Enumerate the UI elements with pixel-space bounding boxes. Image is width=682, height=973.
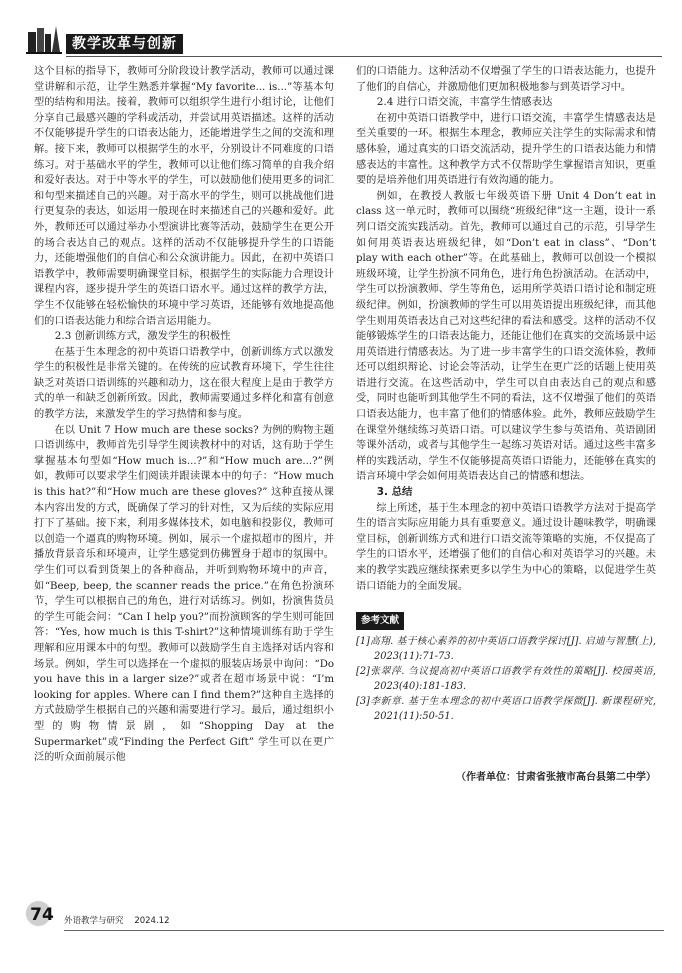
body-paragraph: 在以 Unit 7 How much are these socks? 为例的购物主题口语训练中，教师首先引导学生阅读教材中的对话，这有助于学生掌握基本句型如“How much is...?”和“How much are...?”例如，教师可以要求学生们阅读并跟读课本中的句子：“How much is this hat?”和“How much are these gloves?” 这种直接从课本内容出发的方式，既确保了学习的针对性，又为后续的实际应用打下了基础。接下来，利用多媒体技术，如电脑和投影仪，教师可以创造一个逼真的购物环境。例如，展示一个虚拟超市的图片，并播放背景音乐和环境声，让学生感觉到仿佛置身于超市的氛围中。学生们可以看到货架上的各种商品，并听到购物环境中的声音，如“Beep, beep, the scanner reads the price.”在角色扮演环节，学生可以根据自己的角色，进行对话练习。例如，扮演售货员的学生可能会问：“Can I help you?”而扮演顾客的学生则可能回答：“Yes, how much is this T-shirt?”这种情境训练有助于学生理解和应用课本中的句型。教师可以鼓励学生自主选择对话内容和场景。例如，学生可以选择在一个虚拟的服装店场景中询问：“Do you have this in a larger size?”或者在超市场景中说：“I’m looking for apples. Where can I find them?”这种自主选择的方式鼓励学生根据自己的兴趣和需要进行学习。最后，通过组织小型的购物情景剧，如“Shopping Day at the Supermarket”或“Finding the Perfect Gift” 学生可以在更广泛的听众面前展示他 — [34, 424, 334, 764]
body-paragraph: 例如，在教授人教版七年级英语下册 Unit 4 Don’t eat in class 这一单元时，教师可以围绕“班级纪律”这一主题，设计一系列口语交流实践活动。首先，教师可以通过自己的示范，引导学生如何用英语表达班级纪律，如“Don’t eat in class”、“Don’t play with each other”等。在此基础上，教师可以创设一个模拟班级环境，让学生扮演不同角色，进行角色扮演活动。在活动中，学生可以扮演教师、学生等角色，运用所学英语口语讨论和制定班级纪律。例如，扮演教师的学生可以用英语提出班级纪律，而其他学生则用英语表达自己对这些纪律的看法和感受。这样的活动不仅能够锻炼学生的口语表达能力，还能让他们在真实的交流场景中运用英语进行情感表达。为了进一步丰富学生的口语交流体验，教师还可以组织辩论、讨论会等活动，让学生在更广泛的话题上使用英语进行交流。在这些活动中，学生可以自由表达自己的观点和感受，同时也能听到其他学生不同的看法，这不仅增强了他们的英语口语表达能力，也丰富了他们的情感体验。此外，教师应鼓励学生在课堂外继续练习英语口语。可以建议学生参与英语角、英语剧团等课外活动，或者与其他学生一起练习英语对话。通过这些丰富多样的实践活动，学生不仅能够提高英语口语能力，还能够在真实的语言环境中学会如何用英语表达自己的情感和想法。 — [356, 190, 656, 483]
reference-item: [3]李新章. 基于生本理念的初中英语口语教学探微[J]. 新课程研究, 2021(11):50-51. — [356, 695, 656, 722]
body-paragraph: 综上所述，基于生本理念的初中英语口语教学方法对于提高学生的语言实际应用能力具有重要意义。通过设计趣味教学，明确课堂目标，创新训练方式和进行口语交流等策略的实施，不仅提高了学生的口语水平，还增强了他们的自信心和对英语学习的兴趣。未来的教学实践应继续探索更多以学生为中心的策略，以促进学生英语口语能力的全面发展。 — [356, 502, 656, 592]
journal-issue: 2024.12 — [134, 916, 170, 926]
author-affiliation: （作者单位：甘肃省张掖市高台县第二中学） — [456, 771, 656, 783]
body-paragraph: 们的口语能力。这种活动不仅增强了学生的口语表达能力，也提升了他们的自信心，并激励他们更加积极地参与到英语学习中。 — [356, 66, 656, 93]
right-column-body — [356, 64, 656, 594]
footer-rule — [64, 930, 664, 931]
page-number: 74 — [24, 900, 60, 930]
page-footer — [24, 900, 664, 936]
books-logo-icon — [26, 22, 62, 54]
page-header — [22, 16, 662, 60]
section-heading: 2.3 创新训练方式，激发学生的积极性 — [54, 330, 231, 343]
body-paragraph: 在基于生本理念的初中英语口语教学中，创新训练方式以激发学生的积极性是非常关键的。在传统的应试教育环境下，学生往往缺乏对英语口语训练的兴趣和动力，这在很大程度上是由于教学方式的单一和缺乏创新所致。因此，教师需要通过多样化和富有创意的教学方法，来激发学生的学习热情和参与度。 — [34, 346, 334, 421]
section-heading: 2.4 进行口语交流，丰富学生情感表达 — [376, 96, 553, 109]
right-column — [356, 64, 656, 785]
footer-journal — [64, 914, 169, 926]
section-heading: 3. 总结 — [376, 486, 413, 499]
reference-item: [1]高翔. 基于核心素养的初中英语口语教学探讨[J]. 启迪与智慧(上), 2023(11):71-73. — [356, 635, 656, 662]
reference-item: [2]张翠萍. 刍议提高初中英语口语教学有效性的策略[J]. 校园英语, 2023(40):181-183. — [356, 665, 656, 692]
references-list — [356, 634, 656, 724]
body-paragraph: 这个目标的指导下，教师可分阶段设计教学活动，教师可以通过课堂讲解和示范，让学生熟悉并掌握“My favorite... is...”等基本句型的结构和用法。接着，教师可以组织学生进行小组讨论，让他们分享自己最感兴趣的学科或活动，并尝试用英语描述。这样的活动不仅能够提升学生的口语表达能力，还能增进学生之间的交流和理解。接下来，教师可以根据学生的水平，分别设计不同难度的口语练习。对于基础水平的学生，教师可以让他们练习简单的自我介绍和爱好表达。对于中等水平的学生，可以鼓励他们使用更多的词汇和句型来描述自己的兴趣。对于高水平的学生，则可以挑战他们进行更复杂的表达，如运用一般现在时来描述自己的兴趣和爱好。此外，教师还可以通过举办小型演讲比赛等活动，鼓励学生在更公开的场合表达自己的观点。这样的活动不仅能够提升学生的口语能力，还能增强他们的自信心和公众演讲能力。因此，在初中英语口语教学中，教师需要明确课堂目标，根据学生的实际能力合理设计课程内容，逐步提升学生的英语口语水平。通过这样的教学方法，学生不仅能够在轻松愉快的环境中学习英语，还能够有效地提高他们的口语表达能力和综合语言运用能力。 — [34, 66, 334, 327]
references-title: 参考文献 — [356, 612, 404, 630]
left-column — [34, 64, 334, 766]
journal-name: 外语教学与研究 — [64, 916, 124, 926]
section-title: 教学改革与创新 — [66, 34, 183, 54]
body-paragraph: 在初中英语口语教学中，进行口语交流，丰富学生情感表达是至关重要的一环。根据生本理念，教师应关注学生的实际需求和情感体验，通过真实的口语交流活动，提升学生的口语表达能力和情感表达的丰富性。这种教学方式不仅帮助学生掌握语言知识，更重要的是培养他们用英语进行有效沟通的能力。 — [356, 112, 656, 187]
header-rule — [66, 56, 662, 57]
